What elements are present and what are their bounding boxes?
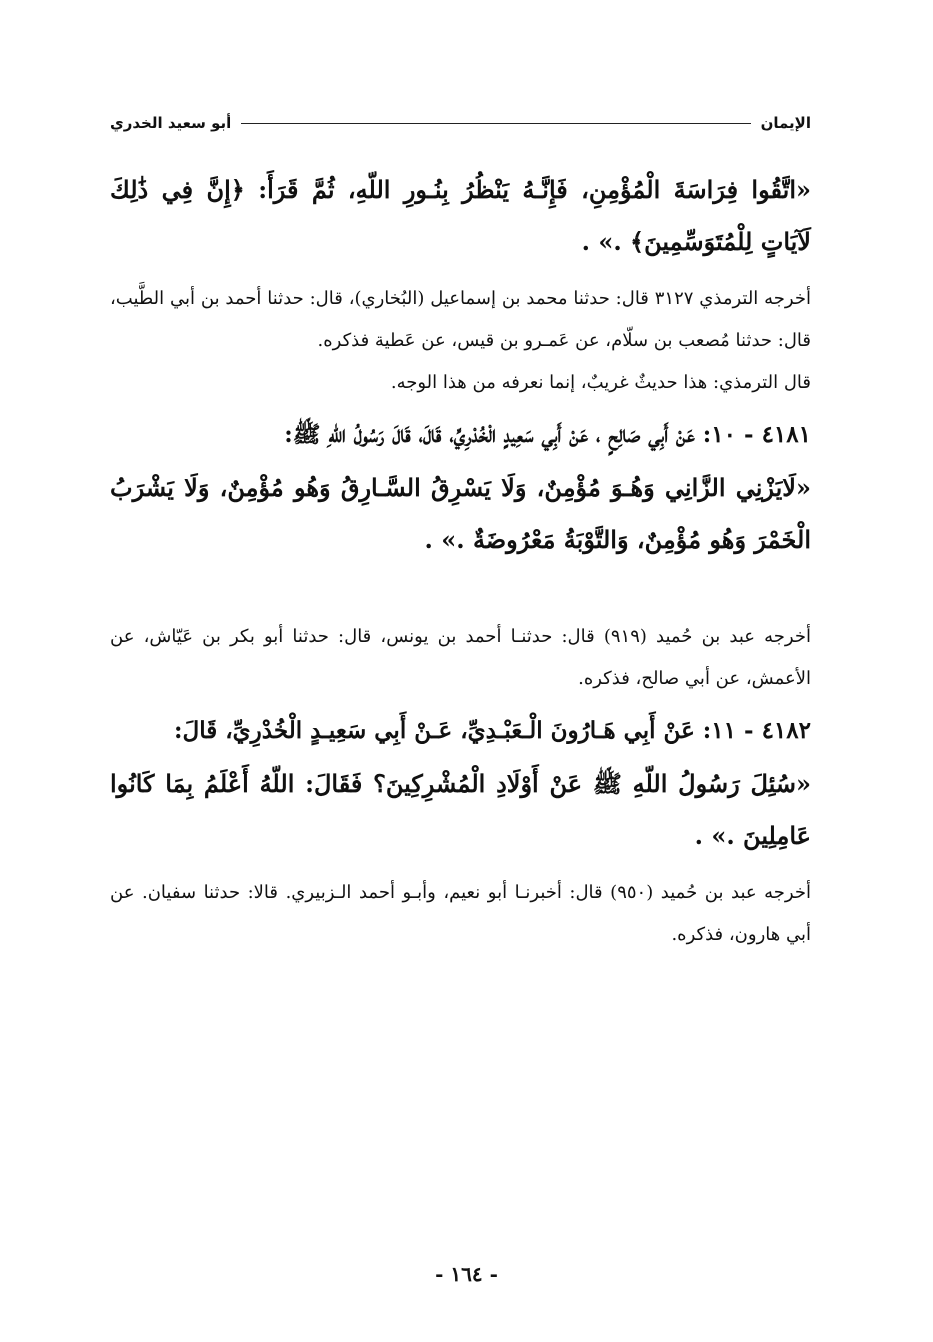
running-header xyxy=(110,108,811,138)
hadith-text: «لَايَزْنِي الزَّانِي وَهُـوَ مُؤْمِنٌ، وَلَا يَسْرِقُ السَّـارِقُ وَهُو مُؤْمِنٌ، وَلَا يَشْرَبُ الْخَمْرَ وَهُو مُؤْمِنٌ، وَالتَّوْبَةُ مَعْرُوضَةٌ .» . xyxy=(110,473,811,554)
source-note: أخرجه عبد بن حُميد (٩٥٠) قال: أخبرنـا أبو نعيم، وأبـو أحمد الـزبيري. قالا: حدثنا سفيان. عن أبي هارون، فذكره. xyxy=(110,882,811,945)
spacer xyxy=(110,566,811,606)
tirmidhi-comment: قال الترمذي: هذا حديثٌ غريبٌ، إنما نعرفه من هذا الوجه. xyxy=(390,372,811,393)
source-note: أخرجه عبد بن حُميد (٩١٩) قال: حدثنـا أحمد بن يونس، قال: حدثنا أبو بكر بن عَيّاش، عن الأعمش، عن أبي صالح، فذكره. xyxy=(110,626,811,689)
header-rule xyxy=(241,123,750,124)
hadith-text: «اتَّقُوا فِرَاسَةَ الْمُؤْمِنِ، فَإِنَّـهُ يَنْظُرُ بِنُـورِ اللّهِ، ثُمَّ قَرَأَ: ﴿إِنَّ فِي ذَٰلِكَ لَآيَاتٍ لِلْمُتَوَسِّمِينَ﴾ .» . xyxy=(110,175,811,256)
page-body xyxy=(110,164,811,956)
header-section-title: أبو سعيد الخدري xyxy=(110,114,232,132)
page-number: - ١٦٤ - xyxy=(435,1262,498,1286)
header-chapter-title: الإيمان xyxy=(760,114,811,132)
hadith-text: «سُئِلَ رَسُولُ اللّهِ ﷺ عَنْ أَوْلَادِ الْمُشْرِكِينَ؟ فَقَالَ: اللّهُ أَعْلَمُ بِمَا كَانُوا عَامِلِينَ .» . xyxy=(110,769,812,850)
hadith-heading-4182: ٤١٨٢ - ١١: عَنْ أَبِي هَـارُونَ الْـعَبْـدِيِّ، عَـنْ أَبِي سَعِيـدٍ الْخُدْرِيِّ، قَالَ: xyxy=(174,717,811,744)
hadith-heading-4181: ٤١٨١ - ١٠: عَنْ أَبِي صَالِحٍ ، عَنْ أَبِي سَعِيدٍ الْخُدْرِيِّ، قَالَ، قَالَ رَسُولُ اللّهِ ﷺ: xyxy=(284,421,811,448)
source-note: أخرجه الترمذي ٣١٢٧ قال: حدثنا محمد بن إسماعيل (البُخاري)، قال: حدثنا أحمد بن أبي الطَّيب، قال: حدثنا مُصعب بن سلّام، عن عَمـرو بن قيس، عن عَطية فذكره. xyxy=(110,288,811,351)
